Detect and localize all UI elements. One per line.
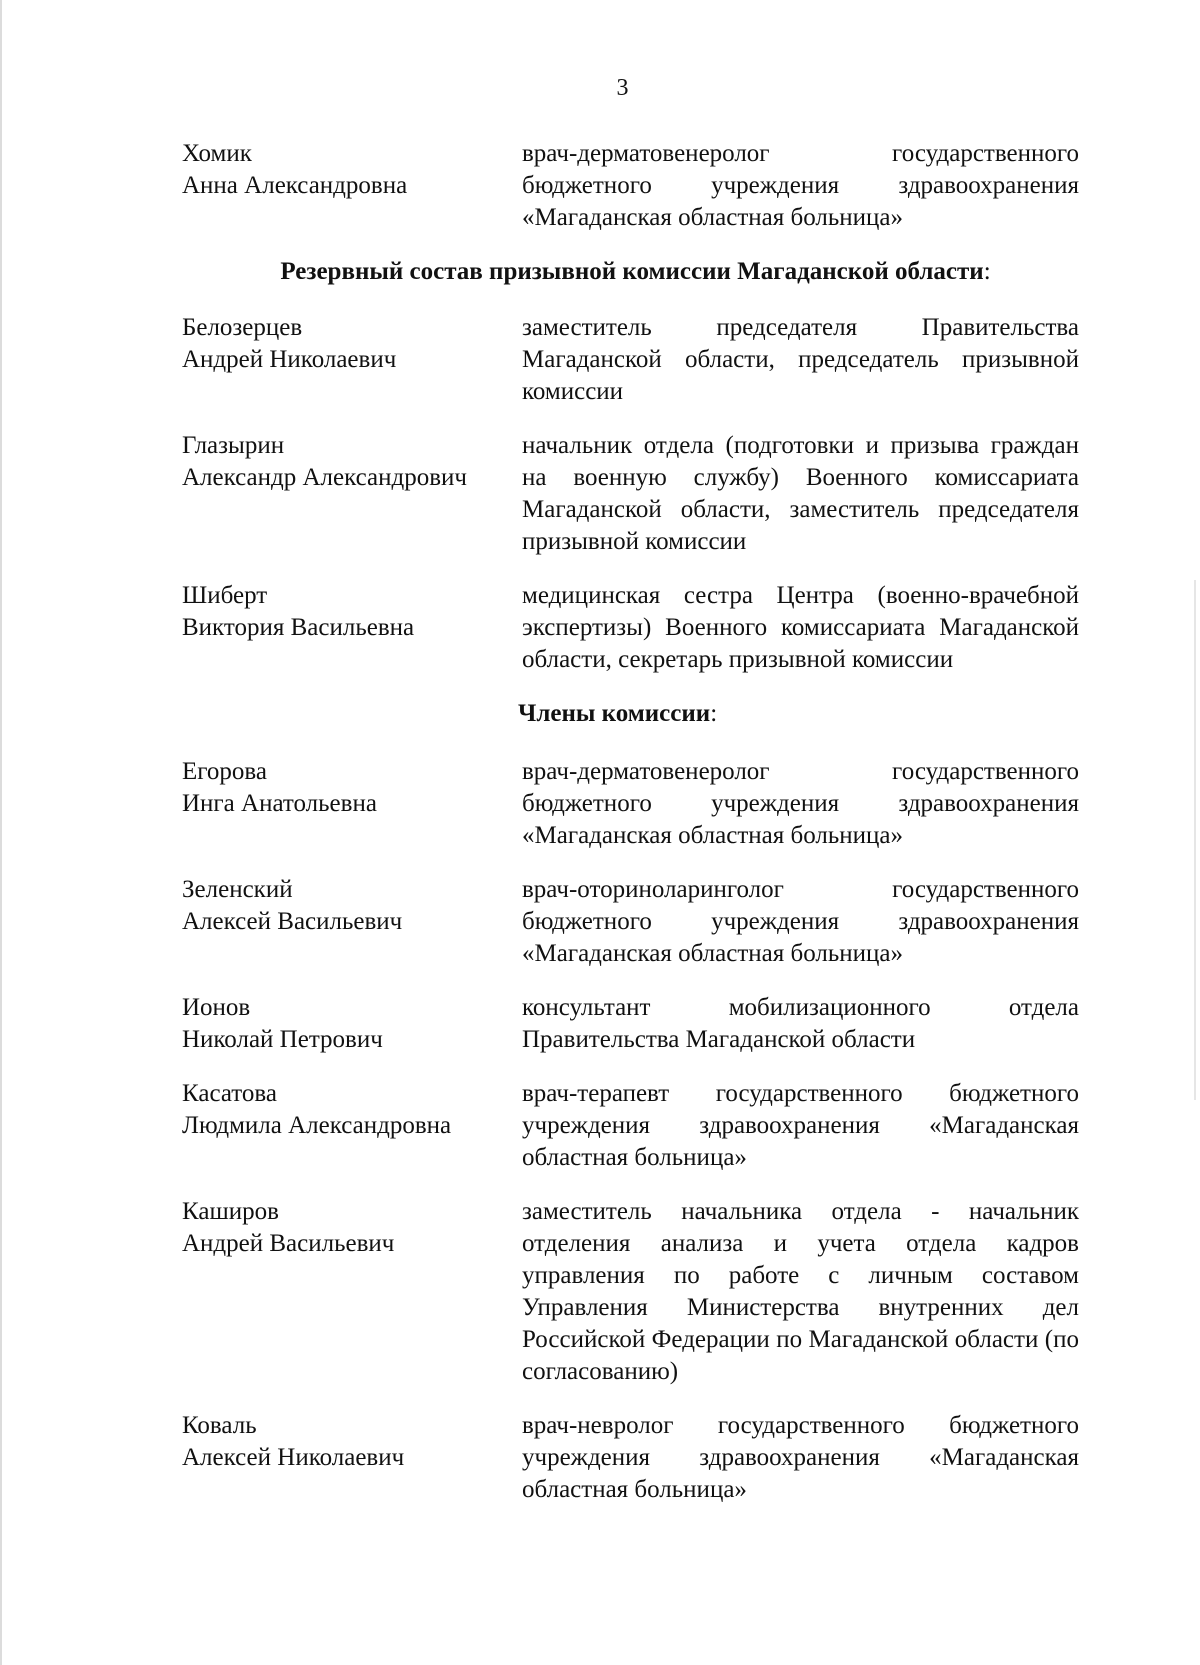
given-names: Виктория Васильевна: [182, 614, 415, 641]
person-name: [182, 992, 522, 1056]
list-item: [182, 1078, 1079, 1174]
list-item: [182, 430, 1079, 558]
person-position: консультант мобилизационного отдела Правительства Магаданской области: [522, 994, 1079, 1053]
section-heading-members: Члены комиссии:: [518, 700, 718, 727]
given-names: Андрей Николаевич: [182, 346, 397, 373]
person-name: [182, 1410, 522, 1506]
scan-edge-mark: [0, 0, 2, 1665]
person-name: [182, 1078, 522, 1174]
person-position: врач-невролог государственного бюджетного учреждения здравоохранения «Магаданская областная больница»: [522, 1412, 1079, 1503]
given-names: Андрей Васильевич: [182, 1230, 395, 1257]
page-number: 3: [616, 75, 629, 101]
person-position: врач-терапевт государственного бюджетного учреждения здравоохранения «Магаданская областная больница»: [522, 1080, 1079, 1171]
list-item: [182, 580, 1079, 676]
list-item: [182, 312, 1079, 408]
surname: Ионов: [182, 994, 251, 1021]
surname: Шиберт: [182, 582, 268, 609]
surname: Белозерцев: [182, 314, 303, 341]
person-name: [182, 1196, 522, 1388]
list-item: [182, 1196, 1079, 1388]
heading-text: Члены комиссии: [518, 700, 711, 727]
person-position: заместитель начальника отдела - начальник отделения анализа и учета отдела кадров управления по работе с личным составом Управления Министерства внутренних дел Российской Федерации по Магаданской области (по согласованию): [522, 1198, 1079, 1385]
scan-edge-mark: [1194, 580, 1196, 1100]
list-item: [182, 1410, 1079, 1506]
surname: Егорова: [182, 758, 267, 785]
person-position: врач-оториноларинголог государственного бюджетного учреждения здравоохранения «Магаданская областная больница»: [522, 876, 1079, 967]
surname: Зеленский: [182, 876, 293, 903]
person-name: [182, 756, 522, 852]
surname: Хомик: [182, 140, 252, 167]
given-names: Александр Александрович: [182, 464, 467, 491]
person-position: медицинская сестра Центра (военно-врачебной экспертизы) Военного комиссариата Магаданской области, секретарь призывной комиссии: [522, 582, 1079, 673]
given-names: Инга Анатольевна: [182, 790, 377, 817]
list-item: [182, 992, 1079, 1056]
person-name: [182, 138, 522, 234]
person-name: [182, 430, 522, 558]
heading-text: Резервный состав призывной комиссии Магаданской области: [280, 258, 984, 285]
section-heading-reserve: Резервный состав призывной комиссии Магаданской области:: [280, 258, 991, 285]
person-position: врач-дерматовенеролог государственного бюджетного учреждения здравоохранения «Магаданская областная больница»: [522, 758, 1079, 849]
surname: Глазырин: [182, 432, 285, 459]
person-name: [182, 312, 522, 408]
person-position: заместитель председателя Правительства Магаданской области, председатель призывной комиссии: [522, 314, 1079, 405]
list-item: [182, 138, 1079, 234]
list-item: [182, 756, 1079, 852]
person-name: [182, 580, 522, 676]
given-names: Николай Петрович: [182, 1026, 383, 1053]
given-names: Алексей Васильевич: [182, 908, 403, 935]
given-names: Алексей Николаевич: [182, 1444, 405, 1471]
surname: Каширов: [182, 1198, 279, 1225]
list-item: [182, 874, 1079, 970]
person-position: врач-дерматовенеролог государственного бюджетного учреждения здравоохранения «Магаданская областная больница»: [522, 140, 1079, 231]
given-names: Анна Александровна: [182, 172, 408, 199]
person-position: начальник отдела (подготовки и призыва граждан на военную службу) Военного комиссариата Магаданской области, заместитель председателя призывной комиссии: [522, 432, 1079, 555]
person-name: [182, 874, 522, 970]
given-names: Людмила Александровна: [182, 1112, 452, 1139]
commission-list: [182, 138, 1079, 1506]
surname: Коваль: [182, 1412, 257, 1439]
surname: Касатова: [182, 1080, 277, 1107]
